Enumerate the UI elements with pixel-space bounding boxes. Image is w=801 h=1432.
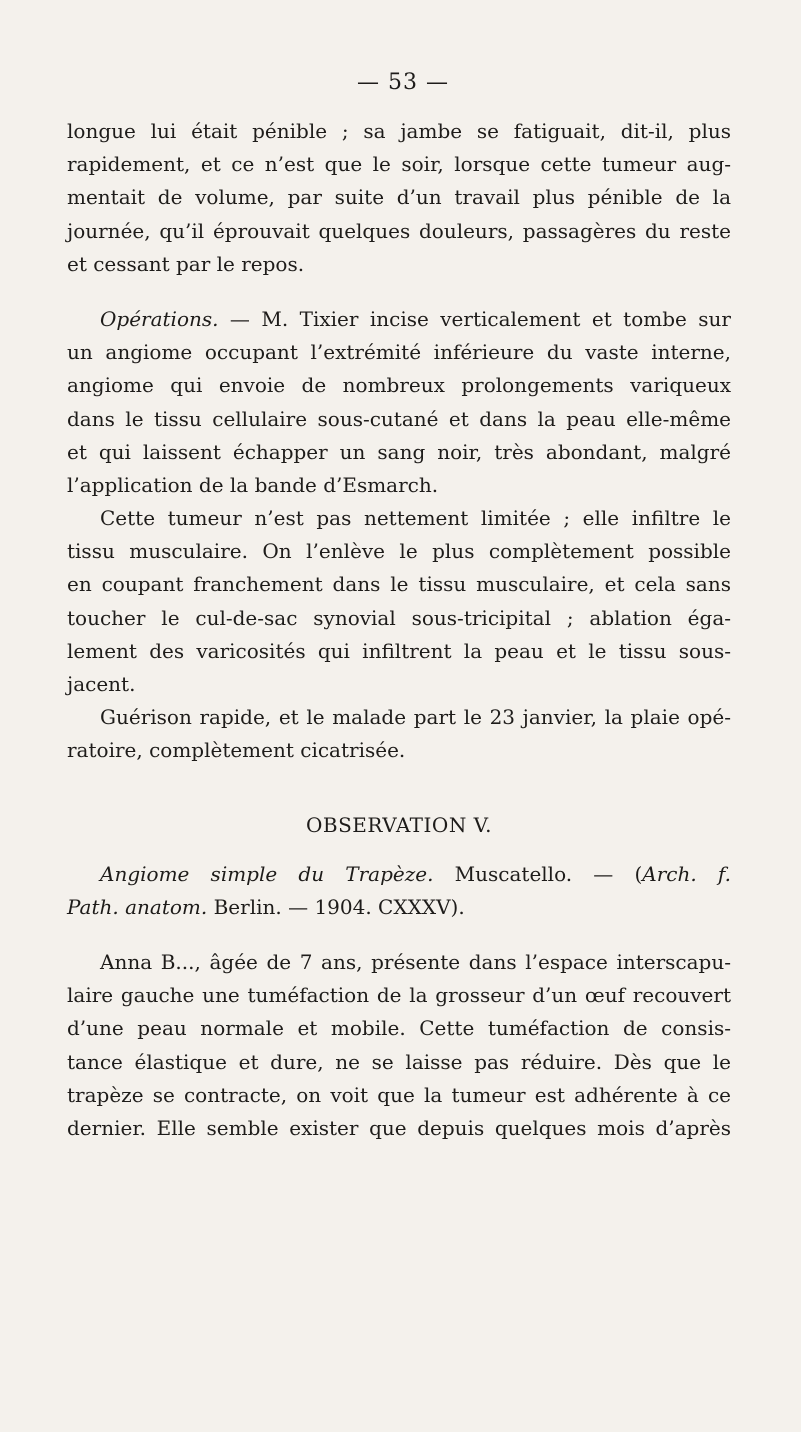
- text-line: [67, 891, 731, 924]
- text-line: Anna B..., âgée de 7 ans, présente dans l’espace interscapu-: [100, 949, 731, 974]
- observation-heading: OBSERVATION V.: [306, 812, 492, 837]
- text-line: en coupant franchement dans le tissu musculaire, et cela sans: [67, 572, 731, 597]
- paragraph-4: [67, 701, 731, 767]
- page-number: — 53 —: [357, 70, 449, 95]
- text-line: journée, qu’il éprouvait quelques douleurs, passagères du reste: [67, 218, 731, 243]
- text-line: lement des varicosités qui infiltrent la peau et le tissu sous-: [67, 638, 731, 663]
- text-line: longue lui était pénible ; sa jambe se fatiguait, dit-il, plus: [67, 119, 731, 143]
- text-line: dernier. Elle semble exister que depuis quelques mois d’après: [67, 1115, 731, 1140]
- text-line: rapidement, et ce n’est que le soir, lorsque cette tumeur aug-: [67, 152, 731, 177]
- reference-author: Muscatello. — (: [433, 861, 643, 886]
- operations-label: Opérations.: [100, 306, 219, 331]
- text-line: dans le tissu cellulaire sous-cutané et dans la peau elle-même: [67, 406, 731, 431]
- text-line: [67, 303, 731, 336]
- text-line: Cette tumeur n’est pas nettement limitée ; elle infiltre le: [100, 506, 731, 531]
- reference-block: [67, 858, 731, 924]
- text-line: toucher le cul-de-sac synovial sous-tricipital ; ablation éga-: [67, 605, 731, 630]
- operations-paragraph: [67, 303, 731, 502]
- text-line: et qui laissent échapper un sang noir, très abondant, malgré: [67, 439, 731, 464]
- reference-journal-1: Arch. f.: [642, 861, 731, 886]
- reference-journal-2: Path. anatom.: [67, 894, 208, 919]
- paragraph-3: [67, 502, 731, 701]
- text-line: mentait de volume, par suite d’un travail plus pénible de la: [67, 185, 731, 210]
- text-line: un angiome occupant l’extrémité inférieure du vaste interne,: [67, 340, 731, 365]
- text-line: laire gauche une tuméfaction de la grosseur d’un œuf recouvert: [67, 983, 731, 1008]
- text-line: jacent.: [67, 672, 136, 696]
- text-line: ratoire, complètement cicatrisée.: [67, 738, 406, 763]
- paragraph-1: [67, 115, 731, 281]
- reference-title: Angiome simple du Trapèze.: [100, 861, 434, 886]
- text-line: Guérison rapide, et le malade part le 23 janvier, la plaie opé-: [100, 705, 731, 730]
- text-line: tissu musculaire. On l’enlève le plus complètement possible: [67, 539, 731, 564]
- text-line: angiome qui envoie de nombreux prolongements variqueux: [67, 373, 731, 398]
- operations-first-line: — M. Tixier incise verticalement et tombe sur: [218, 306, 731, 331]
- paragraph-5: [67, 946, 731, 1145]
- text-line: tance élastique et dure, ne se laisse pas réduire. Dès que le: [67, 1049, 731, 1074]
- reference-rest: Berlin. — 1904. CXXXV).: [207, 894, 465, 919]
- text-line: trapèze se contracte, on voit que la tumeur est adhérente à ce: [67, 1082, 731, 1107]
- text-line: [67, 858, 731, 891]
- text-line: et cessant par le repos.: [67, 251, 305, 276]
- text-line: l’application de la bande d’Esmarch.: [67, 472, 439, 497]
- text-line: d’une peau normale et mobile. Cette tuméfaction de consis-: [67, 1016, 731, 1041]
